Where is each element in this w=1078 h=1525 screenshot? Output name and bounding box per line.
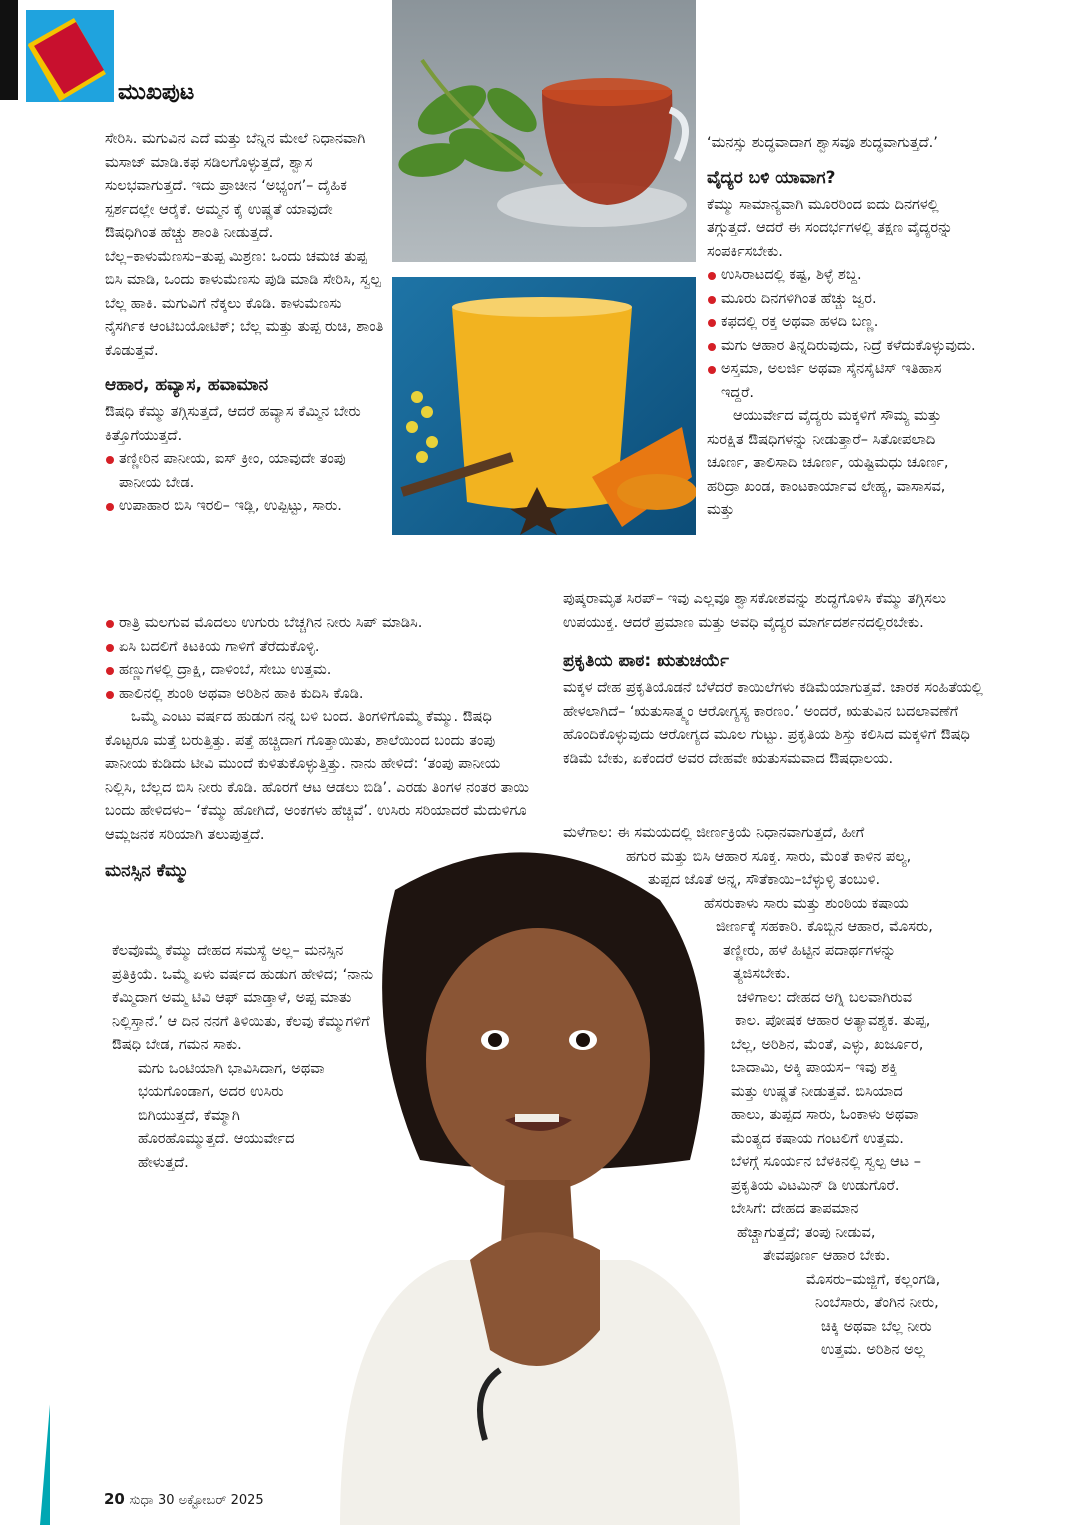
season-line: ಬಾದಾಮಿ, ಅಕ್ಕಿ ಪಾಯಸ– ಇವು ಶಕ್ತಿ bbox=[731, 1060, 898, 1076]
season-line: ಚಳಿಗಾಲ: ದೇಹದ ಅಗ್ನಿ ಬಲವಾಗಿರುವ bbox=[737, 989, 913, 1006]
left-para-6: ಮಗು ಒಂಟಿಯಾಗಿ ಭಾವಿಸಿದಾಗ, ಅಥವಾ ಭಯಗೊಂಡಾಗ, ಅದರ ಉಸಿರು ಬಿಗಿಯುತ್ತದೆ, ಕೆಮ್ಮಾಗಿ ಹೊರಹೊಮ್ಮುತ್ತದೆ. ಆಯುರ್ವೇದ ಹೇಳುತ್ತದೆ. bbox=[138, 1060, 325, 1171]
right-para-2: ಕೆಮ್ಮು ಸಾಮಾನ್ಯವಾಗಿ ಮೂರರಿಂದ ಐದು ದಿನಗಳಲ್ಲಿ ತಗ್ಗುತ್ತದೆ. ಆದರೆ ಈ ಸಂದರ್ಭಗಳಲ್ಲಿ ತಕ್ಷಣ ವೈದ್ಯರನ್ನು ಸಂಪರ್ಕಿಸಬೇಕು. bbox=[707, 196, 953, 260]
issue-date: 30 ಅಕ್ಟೋಬರ್ 2025 bbox=[157, 1493, 264, 1508]
season-line: ಹಾಲು, ತುಪ್ಪದ ಸಾರು, ಓಂಕಾಳು ಅಥವಾ bbox=[731, 1107, 919, 1123]
white-wedge-shape bbox=[0, 0, 120, 1525]
right-bullet-item: ಉಸಿರಾಟದಲ್ಲಿ ಕಷ್ಟ, ಶಿಳ್ಳೆ ಶಬ್ದ. bbox=[707, 264, 977, 288]
left-para-1: ಸೇರಿಸಿ. ಮಗುವಿನ ಎದೆ ಮತ್ತು ಬೆನ್ನಿನ ಮೇಲೆ ನಿಧಾನವಾಗಿ ಮಸಾಜ್ ಮಾಡಿ.ಕಫ ಸಡಿಲಗೊಳ್ಳುತ್ತದೆ, ಶ್ವಾಸ ಸುಲಭವಾಗುತ್ತದೆ. ಇದು ಪ್ರಾಚೀನ ‘ಅಭ್ಯಂಗ’– ದೈಹಿಕ ಸ್ಪರ್ಶದಲ್ಲೇ ಆರೈಕೆ. ಅಮ್ಮನ ಕೈ ಉಷ್ಣತೆ ಯಾವುದೇ ಔಷಧಿಗಿಂತ ಹೆಚ್ಚು ಶಾಂತಿ ನೀಡುತ್ತದೆ. bbox=[105, 131, 366, 241]
book-logo-icon bbox=[18, 4, 114, 102]
turmeric-milk-photo bbox=[392, 277, 696, 535]
left-para-3: ಔಷಧಿ ಕೆಮ್ಮು ತಗ್ಗಿಸುತ್ತದೆ, ಆದರೆ ಹವ್ಯಾಸ ಕೆಮ್ಮಿನ ಬೇರು ಕಿತ್ತೊಗೆಯುತ್ತದೆ. bbox=[105, 404, 361, 444]
black-edge-bar bbox=[0, 0, 18, 100]
left-bullet-item: ತಣ್ಣೀರಿನ ಪಾನೀಯ, ಐಸ್ ಕ್ರೀಂ, ಯಾವುದೇ ತಂಪು ಪಾನೀಯ ಬೇಡ. bbox=[105, 448, 385, 495]
season-line: ಮತ್ತು ಉಷ್ಣತೆ ನೀಡುತ್ತವೆ. ಬಿಸಿಯಾದ bbox=[731, 1083, 903, 1100]
left-bullet-item: ಹಾಲಿನಲ್ಲಿ ಶುಂಠಿ ಅಥವಾ ಅರಿಶಿನ ಹಾಕಿ ಕುದಿಸಿ ಕೊಡಿ. bbox=[105, 683, 535, 707]
heading-food-habits: ಆಹಾರ, ಹವ್ಯಾಸ, ಹವಾಮಾನ bbox=[105, 375, 269, 395]
heading-mind-cough: ಮನಸ್ಸಿನ ಕೆಮ್ಮು bbox=[105, 861, 189, 881]
left-column-lower bbox=[112, 940, 380, 1175]
herbal-tea-photo bbox=[392, 0, 696, 262]
season-line: ಮೆಂತ್ಯದ ಕಷಾಯ ಗಂಟಲಿಗೆ ಉತ್ತಮ. bbox=[731, 1130, 904, 1147]
left-bullet-item: ಏಸಿ ಬದಲಿಗೆ ಕಿಟಕಿಯ ಗಾಳಿಗೆ ತೆರೆದುಕೊಳ್ಳಿ. bbox=[105, 636, 535, 660]
heading-nature-lesson: ಪ್ರಕೃತಿಯ ಪಾಠ: ಋತುಚರ್ಯೆ bbox=[563, 651, 729, 671]
right-column bbox=[707, 132, 977, 523]
left-bullet-item: ರಾತ್ರಿ ಮಲಗುವ ಮೊದಲು ಉಗುರು ಬೆಚ್ಚಗಿನ ನೀರು ಸಿಪ್ ಮಾಡಿಸಿ. bbox=[105, 612, 535, 636]
left-para-4: ಒಮ್ಮೆ ಎಂಟು ವರ್ಷದ ಹುಡುಗ ನನ್ನ ಬಳಿ ಬಂದ. ತಿಂಗಳಿಗೊಮ್ಮೆ ಕೆಮ್ಮು. ಔಷಧಿ ಕೊಟ್ಟರೂ ಮತ್ತೆ ಬರುತ್ತಿತ್ತು. ಪತ್ತೆ ಹಚ್ಚಿದಾಗ ಗೊತ್ತಾಯಿತು, ಶಾಲೆಯಿಂದ ಬಂದು ತಂಪು ಪಾನೀಯ ಕುಡಿದು ಟೀವಿ ಮುಂದೆ ಕುಳಿತುಕೊಳ್ಳುತ್ತಿತ್ತು. ನಾನು ಹೇಳಿದೆ: ‘ತಂಪು ಪಾನೀಯ ನಿಲ್ಲಿಸಿ, ಬೆಲ್ಲದ ಬಿಸಿ ನೀರು ಕೊಡಿ. ಹೊರಗೆ ಆಟ ಆಡಲು ಬಿಡಿ’. ಎರಡು ತಿಂಗಳ ನಂತರ ತಾಯಿ ಬಂದು ಹೇಳಿದಳು– ‘ಕೆಮ್ಮು ಹೋಗಿದೆ, ಅಂಕಗಳು ಹೆಚ್ಚಿವೆ’. ಉಸಿರು ಸರಿಯಾದರೆ ಮೆದುಳಿಗೂ ಆಮ್ಲಜನಕ ಸರಿಯಾಗಿ ತಲುಪುತ್ತದೆ. bbox=[105, 709, 530, 843]
right-para-3b: ಪುಷ್ಕರಾಮೃತ ಸಿರಪ್– ಇವು ಎಲ್ಲವೂ ಶ್ವಾಸಕೋಶವನ್ನು ಶುದ್ಧಗೊಳಿಸಿ ಕೆಮ್ಮು ತಗ್ಗಿಸಲು ಉಪಯುಕ್ತ. ಆದರೆ ಪ್ರಮಾಣ ಮತ್ತು ಅವಧಿ ವೈದ್ಯರ ಮಾರ್ಗದರ್ಶನದಲ್ಲಿರಬೇಕು. bbox=[563, 591, 946, 631]
right-para-4: ಮಕ್ಕಳ ದೇಹ ಪ್ರಕೃತಿಯೊಡನೆ ಬೆಳೆದರೆ ಕಾಯಿಲೆಗಳು ಕಡಿಮೆಯಾಗುತ್ತವೆ. ಚಾರಕ ಸಂಹಿತೆಯಲ್ಲಿ ಹೇಳಲಾಗಿದೆ– ‘ಋತುಸಾತ್ಮ್ಯಂ ಆರೋಗ್ಯಸ್ಯ ಕಾರಣಂ.’ ಅಂದರೆ, ಋತುವಿನ ಬದಲಾವಣೆಗೆ ಹೊಂದಿಕೊಳ್ಳುವುದು ಆರೋಗ್ಯದ ಮೂಲ ಗುಟ್ಟು. ಪ್ರಕೃತಿಯ ಶಿಸ್ತು ಕಲಿಸಿದ ಮಕ್ಕಳಿಗೆ ಔಷಧಿ ಕಡಿಮೆ ಬೇಕು, ಏಕೆಂದರೆ ಅವರ ದೇಹವೇ ಋತುಸಮವಾದ ಔಷಧಾಲಯ. bbox=[563, 680, 983, 767]
left-para-2: ಬೆಲ್ಲ–ಕಾಳುಮೆಣಸು–ತುಪ್ಪ ಮಿಶ್ರಣ: ಒಂದು ಚಮಚ ತುಪ್ಪ ಬಿಸಿ ಮಾಡಿ, ಒಂದು ಕಾಳುಮೆಣಸು ಪುಡಿ ಮಾಡಿ ಸೇರಿಸಿ, ಸ್ವಲ್ಪ ಬೆಲ್ಲ ಹಾಕಿ. ಮಗುವಿಗೆ ನೆಕ್ಕಲು ಕೊಡಿ. ಕಾಳುಮೆಣಸು ನೈಸರ್ಗಿಕ ಆಂಟಿಬಯೋಟಿಕ್; ಬೆಲ್ಲ ಮತ್ತು ತುಪ್ಪ ರುಚಿ, ಶಾಂತಿ ಕೊಡುತ್ತವೆ. bbox=[105, 248, 384, 359]
season-line: ತ್ಯಜಿಸಬೇಕು. bbox=[733, 966, 791, 982]
season-line: ಉತ್ತಮ. ಅರಿಶಿನ ಅಲ್ಲ bbox=[821, 1342, 925, 1358]
season-line: ತೇವಪೂರ್ಣ ಆಹಾರ ಬೇಕು. bbox=[763, 1248, 891, 1264]
season-line: ಬೆಳಗ್ಗೆ ಸೂರ್ಯನ ಬೆಳಕಿನಲ್ಲಿ ಸ್ವಲ್ಪ ಆಟ – bbox=[731, 1154, 921, 1170]
season-line: ಕಾಲ. ಪೋಷಕ ಆಹಾರ ಅತ್ಯಾವಶ್ಯಕ. ತುಪ್ಪ, bbox=[735, 1013, 931, 1029]
season-line: ಹೆಚ್ಚಾಗುತ್ತದೆ; ತಂಪು ನೀಡುವ, bbox=[737, 1224, 876, 1241]
right-para-1: ‘ಮನಸ್ಸು ಶುದ್ಧವಾದಾಗ ಶ್ವಾಸವೂ ಶುದ್ಧವಾಗುತ್ತದೆ.’ bbox=[707, 135, 938, 151]
season-line: ಬೆಲ್ಲ, ಅರಿಶಿನ, ಮೆಂತೆ, ಎಳ್ಳು, ಖರ್ಜೂರ, bbox=[731, 1036, 924, 1053]
season-line: ಚಿಕ್ಕಿ ಅಥವಾ ಬೆಲ್ಲ ನೀರು bbox=[821, 1318, 932, 1335]
left-para-5: ಕೆಲವೊಮ್ಮೆ ಕೆಮ್ಮು ದೇಹದ ಸಮಸ್ಯೆ ಅಲ್ಲ– ಮನಸ್ಸಿನ ಪ್ರತಿಕ್ರಿಯೆ. ಒಮ್ಮೆ ಏಳು ವರ್ಷದ ಹುಡುಗ ಹೇಳಿದ; ‘ನಾನು ಕೆಮ್ಮಿದಾಗ ಅಮ್ಮ ಟಿವಿ ಆಫ್ ಮಾಡ್ತಾಳೆ, ಅಪ್ಪ ಮಾತು ನಿಲ್ಲಿಸ್ತಾನೆ.’ ಆ ದಿನ ನನಗೆ ತಿಳಿಯಿತು, ಕೆಲವು ಕೆಮ್ಮುಗಳಿಗೆ ಔಷಧಿ ಬೇಡ, ಗಮನ ಸಾಕು. bbox=[112, 943, 374, 1053]
page-number: 20 bbox=[104, 1490, 125, 1508]
season-line: ಜೀರ್ಣಕ್ಕೆ ಸಹಕಾರಿ. ಕೊಬ್ಬಿನ ಆಹಾರ, ಮೊಸರು, bbox=[716, 919, 933, 935]
season-line: ಹಗುರ ಮತ್ತು ಬಿಸಿ ಆಹಾರ ಸೂಕ್ತ. ಸಾರು, ಮೆಂತೆ ಕಾಳಿನ ಪಲ್ಯ, bbox=[626, 848, 912, 865]
right-para-3: ಆಯುರ್ವೇದ ವೈದ್ಯರು ಮಕ್ಕಳಿಗೆ ಸೌಮ್ಯ ಮತ್ತು ಸುರಕ್ಷಿತ ಔಷಧಿಗಳನ್ನು ನೀಡುತ್ತಾರೆ– ಸಿತೋಪಲಾದಿ ಚೂರ್ಣ, ತಾಲಿಸಾದಿ ಚೂರ್ಣ, ಯಷ್ಟಿಮಧು ಚೂರ್ಣ, ಹರಿದ್ರಾ ಖಂಡ, ಕಾಂಟಕಾರ್ಯಾವ ಲೇಹ್ಯ, ವಾಸಾಸವ, ಮತ್ತು bbox=[707, 408, 949, 518]
season-line: ತುಪ್ಪದ ಜೊತೆ ಅನ್ನ, ಸೌತೆಕಾಯಿ–ಬೆಳ್ಳುಳ್ಳಿ ತಂಬುಳಿ. bbox=[648, 872, 881, 888]
season-line: ತಣ್ಣೀರು, ಹಳೆ ಹಿಟ್ಟಿನ ಪದಾರ್ಥಗಳನ್ನು bbox=[723, 942, 896, 959]
right-column-wide bbox=[563, 588, 983, 771]
season-line: ಮಳೆಗಾಲ: ಈ ಸಮಯದಲ್ಲಿ ಜೀರ್ಣಕ್ರಿಯೆ ನಿಧಾನವಾಗುತ್ತದೆ, ಹೀಗೆ bbox=[563, 825, 865, 841]
season-line: ಮೊಸರು–ಮಜ್ಜಿಗೆ, ಕಲ್ಲಂಗಡಿ, bbox=[806, 1271, 941, 1288]
seasonal-lines bbox=[563, 822, 983, 1363]
season-line: ಪ್ರಕೃತಿಯ ವಿಟಮಿನ್ ಡಿ ಉಡುಗೊರೆ. bbox=[731, 1177, 900, 1194]
right-bullet-item: ಅಸ್ತಮಾ, ಅಲರ್ಜಿ ಅಥವಾ ಸೈನಸೈಟಿಸ್ ಇತಿಹಾಸ ಇದ್ದರೆ. bbox=[707, 358, 977, 405]
left-column bbox=[105, 128, 385, 519]
season-line: ಹೆಸರುಕಾಳು ಸಾರು ಮತ್ತು ಶುಂಠಿಯ ಕಷಾಯ bbox=[704, 895, 909, 912]
right-bullet-item: ಮಗು ಆಹಾರ ತಿನ್ನದಿರುವುದು, ನಿದ್ರೆ ಕಳೆದುಕೊಳ್ಳುವುದು. bbox=[707, 335, 977, 359]
right-bullet-item: ಕಫದಲ್ಲಿ ರಕ್ತ ಅಥವಾ ಹಳದಿ ಬಣ್ಣ. bbox=[707, 311, 977, 335]
season-line: ಬೇಸಿಗೆ: ದೇಹದ ತಾಪಮಾನ bbox=[731, 1201, 859, 1217]
left-bullet-item: ಹಣ್ಣುಗಳಲ್ಲಿ ದ್ರಾಕ್ಷಿ, ದಾಳಿಂಬೆ, ಸೇಬು ಉತ್ತಮ. bbox=[105, 659, 535, 683]
right-bullet-item: ಮೂರು ದಿನಗಳಿಗಿಂತ ಹೆಚ್ಚು ಜ್ವರ. bbox=[707, 288, 977, 312]
season-line: ನಿಂಬೆಸಾರು, ತೆಂಗಿನ ನೀರು, bbox=[815, 1295, 939, 1311]
section-title: ಮುಖಪುಟ bbox=[118, 80, 195, 105]
heading-when-doctor: ವೈದ್ಯರ ಬಳಿ ಯಾವಾಗ? bbox=[707, 167, 836, 188]
page-footer bbox=[104, 1490, 264, 1508]
left-column-wide bbox=[105, 612, 535, 887]
magazine-name: ಸುಧಾ bbox=[129, 1493, 154, 1508]
left-bullet-item: ಉಪಾಹಾರ ಬಿಸಿ ಇರಲಿ– ಇಡ್ಲಿ, ಉಪ್ಪಿಟ್ಟು, ಸಾರು. bbox=[105, 495, 385, 519]
